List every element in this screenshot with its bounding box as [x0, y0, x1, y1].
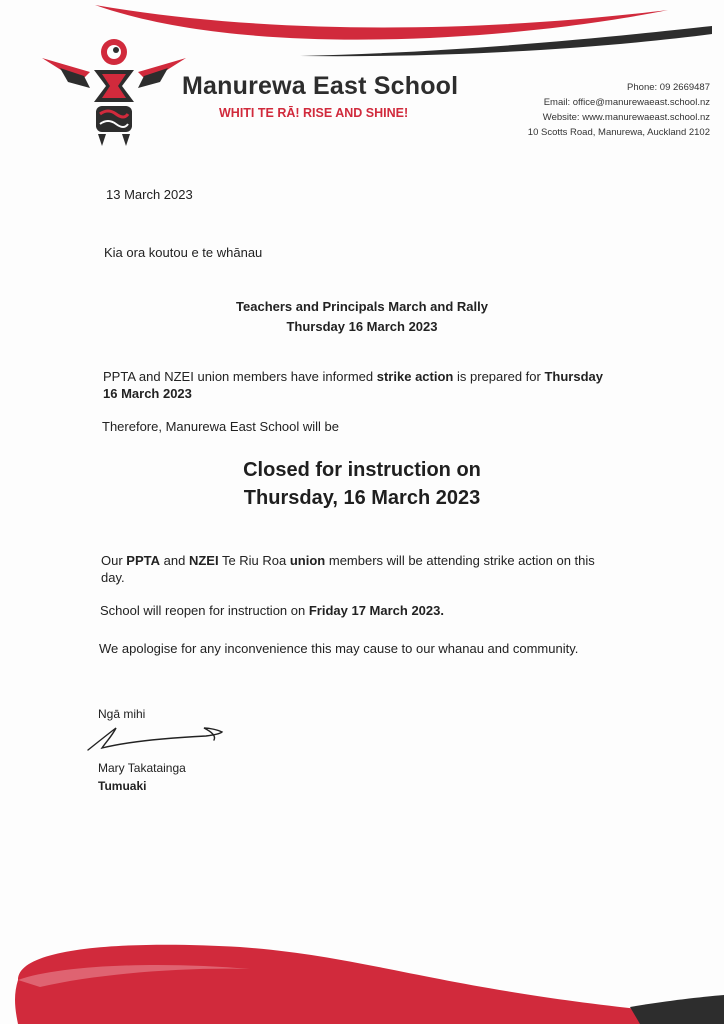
- letter-date: 13 March 2023: [106, 187, 193, 202]
- greeting: Kia ora koutou e te whānau: [104, 245, 263, 260]
- para3-bold-nzei: NZEI: [188, 553, 219, 568]
- para1-bold-date: Thursday 16 March 2023: [103, 369, 603, 401]
- school-name: Manurewa East School: [182, 72, 459, 100]
- paragraph-apology: We apologise for any inconvenience this may cause to our whanau and community.: [99, 641, 579, 656]
- school-logo: [38, 38, 190, 148]
- subject-line-1: Teachers and Principals March and Rally: [236, 299, 488, 314]
- para4-bold-date: Friday 17 March 2023.: [308, 603, 444, 618]
- signer-name: Mary Takatainga: [98, 761, 186, 775]
- paragraph-strike-notice: [103, 368, 603, 402]
- contact-block: [528, 80, 710, 140]
- paragraph-reopen: [100, 602, 444, 619]
- bottom-swoosh-decoration: [0, 925, 724, 1024]
- signer-title: Tumuaki: [98, 779, 147, 793]
- signature-image: [86, 720, 226, 754]
- email-line: Email: office@manurewaeast.school.nz: [543, 97, 710, 108]
- closed-line-2: Thursday, 16 March 2023: [243, 487, 481, 509]
- paragraph-therefore: Therefore, Manurewa East School will be: [102, 419, 340, 434]
- para4-text: School will reopen for instruction on: [100, 603, 309, 618]
- signoff: Ngā mihi: [98, 707, 146, 721]
- subject-line-2: Thursday 16 March 2023: [286, 319, 438, 334]
- para1-text-2: is prepared for: [453, 369, 545, 384]
- para1-bold-strike: strike action: [376, 369, 454, 384]
- para3-bold-union: union: [289, 553, 326, 568]
- paragraph-union-members: [101, 552, 603, 586]
- para3-text-4: members will be attending strike action on this day.: [101, 553, 595, 585]
- closed-announcement: [0, 456, 724, 512]
- subject-heading: [0, 298, 724, 335]
- phone-line: Phone: 09 2669487: [627, 82, 710, 93]
- para3-text-3: Te Riu Roa: [218, 553, 290, 568]
- para3-text: Our: [101, 553, 127, 568]
- para3-bold-ppta: PPTA: [126, 553, 161, 568]
- school-motto: WHITI TE RĀ! RISE AND SHINE!: [219, 106, 409, 120]
- website-line: Website: www.manurewaeast.school.nz: [542, 112, 710, 123]
- address-line: 10 Scotts Road, Manurewa, Auckland 2102: [527, 127, 710, 138]
- para3-text-2: and: [160, 553, 189, 568]
- para1-text: PPTA and NZEI union members have informed: [103, 369, 377, 384]
- closed-line-1: Closed for instruction on: [243, 459, 481, 481]
